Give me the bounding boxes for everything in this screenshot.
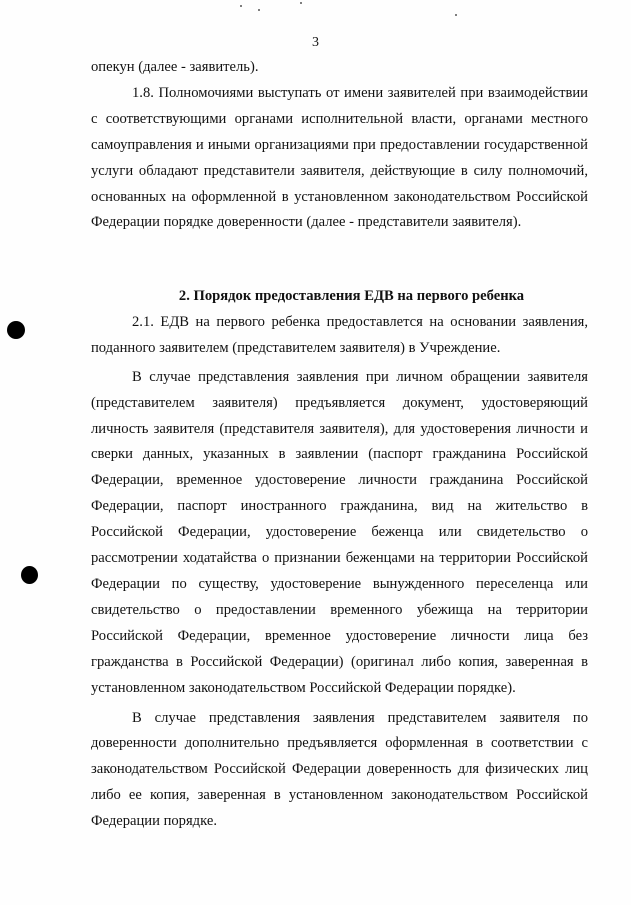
scan-speck	[300, 2, 302, 4]
paragraph-representative-submission: В случае представления заявления представителем заявителя по доверенности дополнительно предъявляется оформленная в соответствии с законодательством Российской Федерации доверенность для физических лиц либо ее копия, заверенная в установленном законодательством Российской Федерации порядке.	[91, 709, 588, 830]
body-text-top	[91, 55, 588, 236]
section-heading: 2. Порядок предоставления ЕДВ на первого ребенка	[178, 288, 525, 304]
paragraph-personal-submission: В случае представления заявления при личном обращении заявителя (представителем заявителя) предъявляется документ, удостоверяющий личность заявителя (представителя заявителя), для удостоверения личности и сверки данных, указанных в заявлении (паспорт гражданина Российской Федерации, временное удостоверение личности гражданина Российской Федерации, паспорт иностранного гражданина, вид на жительство в Российской Федерации, удостоверение беженца или свидетельство о рассмотрении ходатайства о признании беженцами на территории Российской Федерации по существу, удостоверение вынужденного переселенца или свидетельство о предоставлении временного убежища на территории Российской Федерации, временное удостоверение личности лица без гражданства в Российской Федерации) (оригинал либо копия, заверенная в установленном законодательством Российской Федерации порядке).	[91, 368, 588, 696]
scan-speck	[258, 9, 260, 11]
body-text-section-2	[91, 284, 588, 835]
paragraph-1-8: 1.8. Полномочиями выступать от имени заявителей при взаимодействии с соответствующими органами исполнительной власти, органами местного самоуправления и иными организациями при предоставлении государственной услуги обладают представители заявителя, действующие в силу полномочий, основанных на оформленной в установленном законодательством Российской Федерации порядке доверенности (далее - представители заявителя).	[91, 84, 588, 231]
paragraph-continuation: опекун (далее - заявитель).	[91, 59, 259, 75]
scan-speck	[240, 5, 242, 7]
punch-hole-top	[7, 321, 25, 339]
page-number: 3	[312, 35, 319, 50]
punch-hole-bottom	[21, 566, 38, 584]
paragraph-2-1: 2.1. ЕДВ на первого ребенка предоставлется на основании заявления, поданного заявителем (представителем заявителя) в Учреждение.	[91, 313, 588, 356]
scan-speck	[455, 14, 457, 16]
